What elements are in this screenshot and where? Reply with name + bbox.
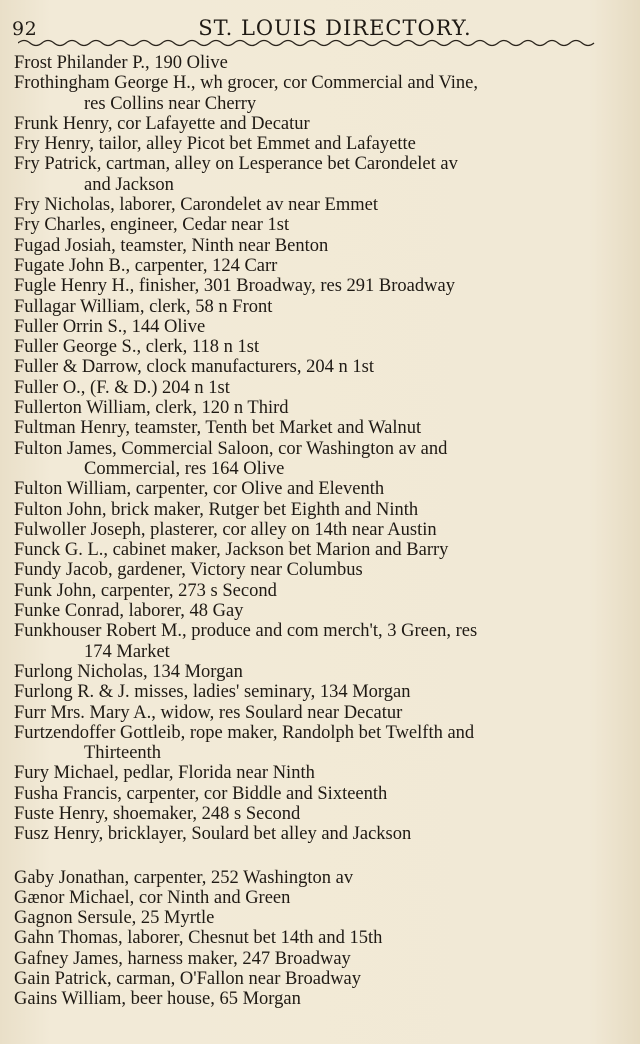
- entry-text: Fry Charles, engineer, Cedar near 1st: [14, 215, 290, 236]
- entry-text: Fulton James, Commercial Saloon, cor Washington av and: [14, 438, 448, 459]
- directory-entry: [14, 601, 614, 621]
- directory-entries: [14, 53, 614, 1010]
- entry-text: Fuller & Darrow, clock manufacturers, 204 n 1st: [14, 357, 374, 378]
- entry-text: Frost Philander P., 190 Olive: [14, 53, 228, 73]
- directory-entry: [14, 500, 614, 520]
- directory-entry: [14, 276, 614, 296]
- entry-text: Funck G. L., cabinet maker, Jackson bet Marion and Barry: [14, 540, 449, 561]
- entry-text: Gafney James, harness maker, 247 Broadway: [14, 948, 351, 969]
- directory-entry: [14, 989, 614, 1009]
- directory-entry: [14, 682, 614, 702]
- entry-text: Fusha Francis, carpenter, cor Biddle and Sixteenth: [14, 783, 388, 804]
- directory-entry: [14, 378, 614, 398]
- directory-entry: [14, 317, 614, 337]
- entry-text: Furr Mrs. Mary A., widow, res Soulard near Decatur: [14, 702, 403, 723]
- section-gap: [14, 845, 614, 868]
- directory-entry: [14, 969, 614, 989]
- entry-text: Fuller O., (F. & D.) 204 n 1st: [14, 377, 230, 398]
- entry-text: Fuller Orrin S., 144 Olive: [14, 316, 206, 337]
- entry-text: Gahn Thomas, laborer, Chesnut bet 14th and 15th: [14, 928, 383, 949]
- entry-continuation: and Jackson: [84, 174, 174, 195]
- directory-entry: [14, 888, 614, 908]
- entry-text: Gagnon Sersule, 25 Myrtle: [14, 908, 215, 929]
- entry-text: Fuller George S., clerk, 118 n 1st: [14, 337, 260, 358]
- directory-entry: [14, 520, 614, 540]
- entry-continuation: Thirteenth: [84, 743, 162, 764]
- entry-text: Furlong Nicholas, 134 Morgan: [14, 661, 243, 682]
- entry-continuation: Commercial, res 164 Olive: [84, 458, 285, 479]
- entry-text: Fullagar William, clerk, 58 n Front: [14, 296, 273, 317]
- wavy-rule: [18, 36, 596, 50]
- entry-text: Frunk Henry, cor Lafayette and Decatur: [14, 113, 310, 134]
- entry-text: Fulton John, brick maker, Rutger bet Eighth and Ninth: [14, 499, 419, 520]
- entry-text: Furlong R. & J. misses, ladies' seminary, 134 Morgan: [14, 682, 411, 703]
- directory-entry: [14, 357, 614, 377]
- entry-text: Fugate John B., carpenter, 124 Carr: [14, 255, 278, 276]
- directory-entry: [14, 479, 614, 499]
- directory-entry: [14, 703, 614, 723]
- entry-text: Fulton William, carpenter, cor Olive and Eleventh: [14, 479, 385, 500]
- entry-text: Funke Conrad, laborer, 48 Gay: [14, 601, 244, 622]
- directory-entry: [14, 215, 614, 235]
- entry-text: Fundy Jacob, gardener, Victory near Columbus: [14, 560, 363, 581]
- directory-entry: [14, 621, 614, 662]
- page-number: 92: [12, 18, 38, 40]
- entry-text: Fullerton William, clerk, 120 n Third: [14, 398, 289, 419]
- entry-text: Funkhouser Robert M., produce and com merch't, 3 Green, res: [14, 621, 478, 642]
- directory-entry: [14, 784, 614, 804]
- directory-entry: [14, 53, 614, 73]
- directory-entry: [14, 297, 614, 317]
- entry-text: Fuste Henry, shoemaker, 248 s Second: [14, 803, 301, 824]
- running-title: ST. LOUIS DIRECTORY.: [198, 16, 472, 40]
- entry-text: Fugle Henry H., finisher, 301 Broadway, res 291 Broadway: [14, 276, 455, 297]
- entry-text: Fultman Henry, teamster, Tenth bet Market and Walnut: [14, 418, 422, 439]
- directory-entry: [14, 73, 614, 114]
- directory-entry: [14, 256, 614, 276]
- directory-entry: [14, 154, 614, 195]
- directory-entry: [14, 337, 614, 357]
- entry-continuation: res Collins near Cherry: [84, 93, 257, 114]
- entry-text: Funk John, carpenter, 273 s Second: [14, 580, 277, 601]
- directory-entry: [14, 804, 614, 824]
- entry-text: Fugad Josiah, teamster, Ninth near Benton: [14, 235, 329, 256]
- entry-text: Furtzendoffer Gottleib, rope maker, Randolph bet Twelfth and: [14, 722, 475, 743]
- directory-entry: [14, 908, 614, 928]
- entry-text: Fulwoller Joseph, plasterer, cor alley on 14th near Austin: [14, 519, 437, 540]
- entry-text: Fry Henry, tailor, alley Picot bet Emmet and Lafayette: [14, 134, 416, 155]
- entry-text: Gaby Jonathan, carpenter, 252 Washington av: [14, 867, 354, 888]
- directory-entry: [14, 439, 614, 480]
- directory-entry: [14, 236, 614, 256]
- entry-text: Gænor Michael, cor Ninth and Green: [14, 887, 291, 908]
- directory-entry: [14, 928, 614, 948]
- directory-entry: [14, 949, 614, 969]
- directory-entry: [14, 134, 614, 154]
- entry-text: Frothingham George H., wh grocer, cor Commercial and Vine,: [14, 73, 478, 94]
- section-g-entries: [14, 868, 614, 1010]
- entry-text: Fry Patrick, cartman, alley on Lesperance bet Carondelet av: [14, 154, 458, 175]
- directory-entry: [14, 195, 614, 215]
- directory-entry: [14, 824, 614, 844]
- directory-entry: [14, 540, 614, 560]
- directory-entry: [14, 723, 614, 764]
- entry-text: Fusz Henry, bricklayer, Soulard bet alley and Jackson: [14, 824, 412, 845]
- section-f-entries: [14, 53, 614, 845]
- directory-entry: [14, 581, 614, 601]
- directory-entry: [14, 763, 614, 783]
- directory-entry: [14, 114, 614, 134]
- entry-text: Gains William, beer house, 65 Morgan: [14, 989, 301, 1010]
- entry-text: Gain Patrick, carman, O'Fallon near Broadway: [14, 969, 362, 990]
- entry-continuation: 174 Market: [84, 641, 170, 662]
- directory-entry: [14, 868, 614, 888]
- directory-entry: [14, 418, 614, 438]
- entry-text: Fury Michael, pedlar, Florida near Ninth: [14, 763, 315, 784]
- directory-entry: [14, 398, 614, 418]
- directory-entry: [14, 560, 614, 580]
- entry-text: Fry Nicholas, laborer, Carondelet av near Emmet: [14, 195, 378, 216]
- directory-entry: [14, 662, 614, 682]
